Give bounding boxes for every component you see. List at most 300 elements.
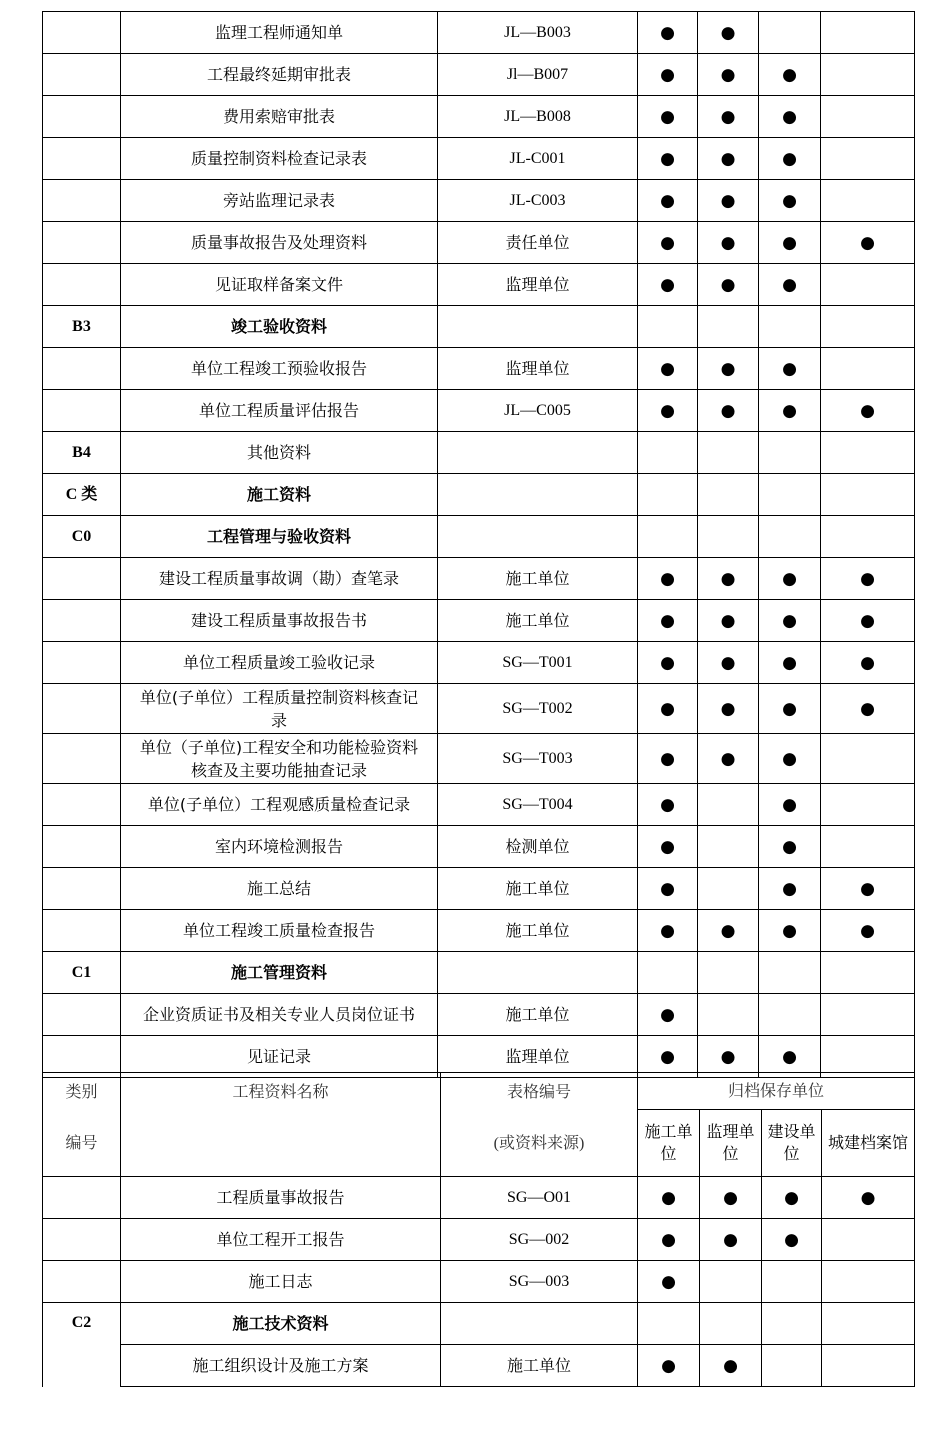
filled-dot-icon: ● [784, 1229, 799, 1250]
archive-mark-cell-construction [638, 642, 698, 684]
document-name-cell: 室内环境检测报告 [121, 826, 438, 868]
archive-mark-cell-supervision [698, 642, 759, 684]
archive-mark-cell-supervision [698, 54, 759, 96]
archive-mark-cell-archive [821, 264, 915, 306]
category-code-cell [43, 994, 121, 1036]
filled-dot-icon: ● [660, 22, 675, 43]
filled-dot-icon: ● [720, 748, 736, 769]
document-name-cell: 施工组织设计及施工方案 [121, 1345, 441, 1387]
form-number-cell [438, 516, 638, 558]
form-number-cell: 监理单位 [438, 1036, 638, 1078]
archive-mark-cell-owner [759, 264, 821, 306]
form-number-cell: SG—T003 [438, 734, 638, 784]
filled-dot-icon: ● [720, 920, 736, 941]
filled-dot-icon: ● [720, 274, 736, 295]
category-code-cell [43, 734, 121, 784]
form-number-cell [438, 474, 638, 516]
filled-dot-icon: ● [860, 1187, 876, 1208]
document-name-cell: 施工日志 [121, 1261, 441, 1303]
archive-mark-cell-archive [821, 390, 915, 432]
table-row [43, 734, 915, 784]
table-row [43, 306, 915, 348]
archive-mark-cell-archive [821, 54, 915, 96]
category-code-cell [43, 348, 121, 390]
document-name-cell: 单位工程开工报告 [121, 1219, 441, 1261]
archive-mark-cell-owner [759, 348, 821, 390]
archive-mark-cell-supervision [700, 1261, 762, 1303]
archive-mark-cell-supervision [698, 734, 759, 784]
archive-mark-cell-archive [821, 784, 915, 826]
form-number-cell: JL-C001 [438, 138, 638, 180]
table-row [43, 432, 915, 474]
archive-mark-cell-archive [821, 306, 915, 348]
table-row [43, 264, 915, 306]
header-category-label: 类别 [65, 1084, 98, 1101]
form-number-cell [438, 306, 638, 348]
archive-mark-cell-supervision [698, 910, 759, 952]
archive-mark-cell-construction [638, 390, 698, 432]
table-row [43, 138, 915, 180]
form-number-cell: JL—C005 [438, 390, 638, 432]
archive-mark-cell-owner [759, 558, 821, 600]
archive-mark-cell-construction [638, 600, 698, 642]
archive-mark-cell-supervision [698, 390, 759, 432]
archive-mark-cell-archive [821, 432, 915, 474]
filled-dot-icon: ● [860, 698, 875, 719]
archive-mark-cell-construction [638, 1303, 700, 1345]
header-name-cell [121, 1073, 441, 1177]
archive-mark-cell-construction [638, 222, 698, 264]
category-code-cell [43, 1177, 121, 1219]
archive-mark-cell-archive [821, 868, 915, 910]
table-row [43, 12, 915, 54]
filled-dot-icon: ● [782, 698, 797, 719]
document-name-cell: 见证记录 [121, 1036, 438, 1078]
filled-dot-icon: ● [782, 274, 797, 295]
filled-dot-icon: ● [782, 358, 797, 379]
archive-mark-cell-construction [638, 684, 698, 734]
filled-dot-icon: ● [782, 652, 797, 673]
archive-mark-cell-construction [638, 180, 698, 222]
filled-dot-icon: ● [782, 836, 797, 857]
archive-mark-cell-supervision [698, 826, 759, 868]
table-row [43, 54, 915, 96]
form-number-cell: 施工单位 [438, 910, 638, 952]
filled-dot-icon: ● [720, 148, 736, 169]
category-code-cell: C2 [43, 1303, 121, 1345]
filled-dot-icon: ● [660, 568, 675, 589]
category-code-cell: C1 [43, 952, 121, 994]
header-category-cell [43, 1073, 121, 1177]
table-row [43, 1177, 915, 1219]
table-row [43, 868, 915, 910]
archive-mark-cell-construction [638, 558, 698, 600]
filled-dot-icon: ● [661, 1229, 676, 1250]
archive-mark-cell-construction [638, 910, 698, 952]
filled-dot-icon: ● [784, 1187, 799, 1208]
archive-mark-cell-construction [638, 1177, 700, 1219]
table-row [43, 1261, 915, 1303]
header-form-cell [441, 1073, 638, 1177]
form-number-cell: 检测单位 [438, 826, 638, 868]
archive-mark-cell-owner [759, 516, 821, 558]
archive-mark-cell-owner [762, 1261, 822, 1303]
archive-mark-cell-archive [821, 180, 915, 222]
header-unit-owner: 建设单位 [762, 1110, 822, 1177]
document-name-cell: 工程最终延期审批表 [121, 54, 438, 96]
category-code-cell [43, 1345, 121, 1387]
filled-dot-icon: ● [660, 106, 675, 127]
archive-mark-cell-archive [821, 910, 915, 952]
archive-mark-cell-owner [759, 306, 821, 348]
category-code-cell [43, 138, 121, 180]
document-name-cell: 单位工程质量评估报告 [121, 390, 438, 432]
category-code-cell [43, 784, 121, 826]
filled-dot-icon: ● [782, 568, 797, 589]
document-name-cell: 工程管理与验收资料 [121, 516, 438, 558]
archive-table-continued [42, 11, 915, 1078]
filled-dot-icon: ● [660, 794, 675, 815]
form-number-cell: 监理单位 [438, 264, 638, 306]
table-row [43, 96, 915, 138]
form-number-cell: SG—T002 [438, 684, 638, 734]
document-name-cell: 施工管理资料 [121, 952, 438, 994]
filled-dot-icon: ● [782, 64, 797, 85]
document-name-cell: 质量控制资料检查记录表 [121, 138, 438, 180]
table-row [43, 516, 915, 558]
form-number-cell: 施工单位 [441, 1345, 638, 1387]
archive-mark-cell-construction [638, 306, 698, 348]
archive-mark-cell-supervision [698, 516, 759, 558]
document-name-cell: 单位(子单位）工程质量控制资料核查记录 [121, 684, 438, 734]
archive-mark-cell-owner [759, 994, 821, 1036]
category-code-cell [43, 558, 121, 600]
archive-mark-cell-supervision [698, 994, 759, 1036]
archive-mark-cell-owner [759, 734, 821, 784]
archive-mark-cell-construction [638, 516, 698, 558]
filled-dot-icon: ● [660, 920, 675, 941]
form-number-cell: SG—T001 [438, 642, 638, 684]
archive-mark-cell-construction [638, 1345, 700, 1387]
form-number-cell: JL—B003 [438, 12, 638, 54]
archive-mark-cell-owner [759, 474, 821, 516]
archive-mark-cell-owner [759, 600, 821, 642]
document-name-cell: 施工总结 [121, 868, 438, 910]
archive-mark-cell-supervision [698, 222, 759, 264]
header-archive-label: 归档保存单位 [638, 1073, 915, 1110]
archive-mark-cell-construction [638, 952, 698, 994]
archive-mark-cell-owner [759, 54, 821, 96]
table-row [43, 994, 915, 1036]
filled-dot-icon: ● [860, 400, 875, 421]
filled-dot-icon: ● [723, 1355, 738, 1376]
archive-mark-cell-archive [821, 558, 915, 600]
document-name-cell: 其他资料 [121, 432, 438, 474]
archive-mark-cell-supervision [698, 784, 759, 826]
category-code-cell [43, 222, 121, 264]
document-name-cell: 企业资质证书及相关专业人员岗位证书 [121, 994, 438, 1036]
category-code-cell [43, 96, 121, 138]
archive-mark-cell-construction [638, 348, 698, 390]
category-code-cell: B4 [43, 432, 121, 474]
filled-dot-icon: ● [723, 1229, 738, 1250]
table-row [43, 910, 915, 952]
filled-dot-icon: ● [720, 1046, 736, 1067]
table-row [43, 474, 915, 516]
table-row [43, 348, 915, 390]
archive-mark-cell-supervision [698, 348, 759, 390]
archive-mark-cell-construction [638, 12, 698, 54]
filled-dot-icon: ● [720, 400, 736, 421]
archive-mark-cell-construction [638, 784, 698, 826]
archive-mark-cell-supervision [700, 1219, 762, 1261]
category-code-cell [43, 54, 121, 96]
table-row [43, 1345, 915, 1387]
filled-dot-icon: ● [782, 232, 797, 253]
category-code-cell [43, 642, 121, 684]
filled-dot-icon: ● [660, 698, 675, 719]
archive-mark-cell-archive [821, 138, 915, 180]
category-code-cell: B3 [43, 306, 121, 348]
archive-mark-cell-construction [638, 96, 698, 138]
filled-dot-icon: ● [661, 1355, 676, 1376]
archive-mark-cell-archive [821, 826, 915, 868]
filled-dot-icon: ● [720, 568, 736, 589]
archive-mark-cell-owner [762, 1345, 822, 1387]
category-code-cell: C 类 [43, 474, 121, 516]
filled-dot-icon: ● [860, 652, 875, 673]
header-form-label: 表格编号 [506, 1084, 571, 1101]
archive-mark-cell-supervision [698, 96, 759, 138]
archive-mark-cell-owner [759, 784, 821, 826]
archive-mark-cell-supervision [698, 432, 759, 474]
archive-mark-cell-construction [638, 868, 698, 910]
header-name-label: 工程资料名称 [232, 1084, 329, 1101]
filled-dot-icon: ● [720, 698, 736, 719]
archive-mark-cell-owner [759, 642, 821, 684]
filled-dot-icon: ● [860, 568, 875, 589]
archive-mark-cell-archive [821, 222, 915, 264]
document-name-cell: 旁站监理记录表 [121, 180, 438, 222]
archive-mark-cell-archive [821, 684, 915, 734]
archive-mark-cell-archive [821, 952, 915, 994]
archive-mark-cell-supervision [700, 1345, 762, 1387]
header-unit-construction: 施工单位 [638, 1110, 700, 1177]
filled-dot-icon: ● [660, 358, 675, 379]
archive-mark-cell-owner [762, 1219, 822, 1261]
filled-dot-icon: ● [782, 106, 797, 127]
archive-mark-cell-supervision [698, 684, 759, 734]
filled-dot-icon: ● [723, 1187, 738, 1208]
archive-mark-cell-supervision [700, 1303, 762, 1345]
category-code-cell [43, 1261, 121, 1303]
filled-dot-icon: ● [782, 920, 797, 941]
archive-mark-cell-owner [759, 684, 821, 734]
archive-mark-cell-supervision [698, 264, 759, 306]
filled-dot-icon: ● [720, 190, 736, 211]
archive-mark-cell-construction [638, 826, 698, 868]
archive-mark-cell-owner [759, 138, 821, 180]
form-number-cell: SG—O01 [441, 1177, 638, 1219]
table-row [43, 222, 915, 264]
filled-dot-icon: ● [782, 148, 797, 169]
document-name-cell: 竣工验收资料 [121, 306, 438, 348]
archive-mark-cell-archive [821, 642, 915, 684]
filled-dot-icon: ● [782, 748, 797, 769]
archive-mark-cell-owner [759, 12, 821, 54]
category-code-cell [43, 1219, 121, 1261]
category-code-cell [43, 910, 121, 952]
archive-mark-cell-construction [638, 1261, 700, 1303]
filled-dot-icon: ● [860, 610, 875, 631]
archive-mark-cell-archive [822, 1219, 915, 1261]
form-number-cell: 施工单位 [438, 868, 638, 910]
header-form-sub-label: (或资料来源) [493, 1135, 585, 1152]
form-number-cell: SG—T004 [438, 784, 638, 826]
archive-mark-cell-owner [759, 868, 821, 910]
archive-mark-cell-construction [638, 474, 698, 516]
table-row [43, 600, 915, 642]
archive-mark-cell-owner [759, 180, 821, 222]
document-name-cell: 单位工程质量竣工验收记录 [121, 642, 438, 684]
filled-dot-icon: ● [661, 1271, 676, 1292]
table-row [43, 390, 915, 432]
filled-dot-icon: ● [660, 748, 675, 769]
archive-mark-cell-archive [821, 348, 915, 390]
archive-mark-cell-construction [638, 994, 698, 1036]
archive-mark-cell-archive [821, 600, 915, 642]
filled-dot-icon: ● [782, 190, 797, 211]
document-name-cell: 施工技术资料 [121, 1303, 441, 1345]
form-number-cell [438, 432, 638, 474]
form-number-cell: 施工单位 [438, 558, 638, 600]
document-name-cell: 单位(子单位）工程观感质量检查记录 [121, 784, 438, 826]
archive-mark-cell-supervision [698, 474, 759, 516]
table-row [43, 952, 915, 994]
document-name-cell: 监理工程师通知单 [121, 12, 438, 54]
form-number-cell: SG—003 [441, 1261, 638, 1303]
filled-dot-icon: ● [860, 878, 875, 899]
table-row [43, 1303, 915, 1345]
archive-mark-cell-construction [638, 264, 698, 306]
filled-dot-icon: ● [720, 610, 736, 631]
archive-mark-cell-archive [822, 1303, 915, 1345]
archive-mark-cell-archive [822, 1261, 915, 1303]
archive-mark-cell-construction [638, 432, 698, 474]
header-unit-supervision: 监理单位 [700, 1110, 762, 1177]
header-row-top [43, 1073, 915, 1110]
document-name-cell: 建设工程质量事故调（勘）查笔录 [121, 558, 438, 600]
filled-dot-icon: ● [660, 610, 675, 631]
archive-mark-cell-archive [822, 1345, 915, 1387]
table-row [43, 826, 915, 868]
table-row [43, 558, 915, 600]
filled-dot-icon: ● [782, 1046, 797, 1067]
archive-mark-cell-supervision [698, 558, 759, 600]
archive-mark-cell-construction [638, 1219, 700, 1261]
form-number-cell: 施工单位 [438, 994, 638, 1036]
document-name-cell: 见证取样备案文件 [121, 264, 438, 306]
category-code-cell [43, 12, 121, 54]
table-row [43, 684, 915, 734]
category-code-cell [43, 180, 121, 222]
filled-dot-icon: ● [660, 1004, 675, 1025]
archive-mark-cell-archive [821, 12, 915, 54]
form-number-cell: JL-C003 [438, 180, 638, 222]
archive-mark-cell-owner [759, 222, 821, 264]
document-name-cell: 工程质量事故报告 [121, 1177, 441, 1219]
archive-mark-cell-supervision [698, 868, 759, 910]
archive-mark-cell-archive [821, 96, 915, 138]
table-row [43, 642, 915, 684]
archive-mark-cell-owner [759, 826, 821, 868]
filled-dot-icon: ● [782, 878, 797, 899]
form-number-cell [441, 1303, 638, 1345]
filled-dot-icon: ● [720, 22, 736, 43]
document-name-cell: 建设工程质量事故报告书 [121, 600, 438, 642]
archive-mark-cell-archive [821, 734, 915, 784]
archive-mark-cell-archive [821, 516, 915, 558]
archive-mark-cell-owner [759, 432, 821, 474]
filled-dot-icon: ● [660, 148, 675, 169]
filled-dot-icon: ● [661, 1187, 676, 1208]
archive-mark-cell-owner [759, 910, 821, 952]
archive-mark-cell-construction [638, 734, 698, 784]
filled-dot-icon: ● [720, 64, 736, 85]
header-unit-archive: 城建档案馆 [822, 1110, 915, 1177]
archive-mark-cell-supervision [698, 12, 759, 54]
filled-dot-icon: ● [660, 232, 675, 253]
filled-dot-icon: ● [660, 400, 675, 421]
form-number-cell: Jl—B007 [438, 54, 638, 96]
archive-mark-cell-construction [638, 54, 698, 96]
category-code-cell: C0 [43, 516, 121, 558]
form-number-cell: 监理单位 [438, 348, 638, 390]
archive-mark-cell-owner [759, 390, 821, 432]
category-code-cell [43, 868, 121, 910]
filled-dot-icon: ● [660, 274, 675, 295]
table-row [43, 784, 915, 826]
filled-dot-icon: ● [720, 358, 736, 379]
filled-dot-icon: ● [860, 920, 875, 941]
archive-mark-cell-owner [759, 952, 821, 994]
filled-dot-icon: ● [720, 106, 736, 127]
archive-mark-cell-supervision [700, 1177, 762, 1219]
archive-mark-cell-supervision [698, 600, 759, 642]
category-code-cell [43, 826, 121, 868]
archive-mark-cell-supervision [698, 952, 759, 994]
form-number-cell: JL—B008 [438, 96, 638, 138]
form-number-cell: SG—002 [441, 1219, 638, 1261]
archive-mark-cell-construction [638, 138, 698, 180]
filled-dot-icon: ● [860, 232, 875, 253]
document-name-cell: 单位工程竣工质量检查报告 [121, 910, 438, 952]
filled-dot-icon: ● [782, 794, 797, 815]
archive-mark-cell-owner [762, 1177, 822, 1219]
document-name-cell: 质量事故报告及处理资料 [121, 222, 438, 264]
filled-dot-icon: ● [720, 232, 736, 253]
document-name-cell: 费用索赔审批表 [121, 96, 438, 138]
filled-dot-icon: ● [660, 652, 675, 673]
filled-dot-icon: ● [720, 652, 736, 673]
form-number-cell [438, 952, 638, 994]
filled-dot-icon: ● [660, 190, 675, 211]
document-name-cell: 单位（子单位)工程安全和功能检验资料核查及主要功能抽查记录 [121, 734, 438, 784]
archive-mark-cell-archive [821, 994, 915, 1036]
category-code-cell [43, 264, 121, 306]
table-row [43, 180, 915, 222]
filled-dot-icon: ● [660, 878, 675, 899]
